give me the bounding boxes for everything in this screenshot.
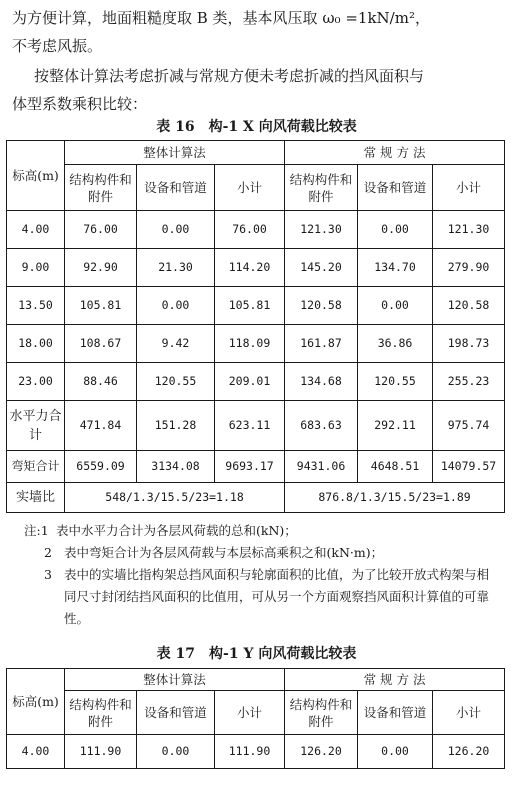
cell: 114.20 [215,249,285,287]
cell: 108.67 [65,325,137,363]
intro-line-3: 按整体计算法考虑折减与常规方便未考虑折减的挡风面积与 [34,67,425,85]
cell: 161.87 [285,325,358,363]
note-text: 表中水平力合计为各层风荷载的总和(kN)； [56,523,297,538]
table17-caption: 表 17 构-1 Y 向风荷载比较表 [156,646,357,662]
table16-subheader: 设备和管道 [358,165,433,211]
cell: 105.81 [65,287,137,325]
intro-line-1: 为方便计算，地面粗糙度取 B 类，基本风压取 ω₀ =1kN/m²， [12,9,430,27]
table16-subheader: 结构构件和附件 [285,165,358,211]
ratio-cell: 548/1.3/15.5/23=1.18 [65,483,285,513]
cell: 0.00 [137,211,215,249]
note-label: 注:1 [24,523,49,538]
table17-subheader: 结构构件和附件 [285,691,358,735]
row-label: 18.00 [7,325,65,363]
table16-subheader: 小计 [433,165,505,211]
table16-caption: 表 16 构-1 X 向风荷载比较表 [156,119,357,135]
cell: 120.58 [285,287,358,325]
table-row [7,325,505,363]
cell: 105.81 [215,287,285,325]
row-label: 实墙比 [7,483,65,513]
table17-header-group2: 常 规 方 法 [285,669,505,691]
cell: 198.73 [433,325,505,363]
table17-subheader: 小计 [215,691,285,735]
table17-subheader: 结构构件和附件 [65,691,137,735]
cell: 0.00 [358,735,433,769]
cell: 0.00 [137,735,215,769]
cell: 120.55 [358,363,433,401]
table16-header-group2: 常 规 方 法 [285,141,505,165]
cell: 120.58 [433,287,505,325]
row-label: 4.00 [7,735,65,769]
cell: 0.00 [358,287,433,325]
cell: 134.68 [285,363,358,401]
cell: 471.84 [65,401,137,451]
cell: 121.30 [433,211,505,249]
table16-subheader: 结构构件和附件 [65,165,137,211]
cell: 209.01 [215,363,285,401]
cell: 0.00 [137,287,215,325]
cell: 118.09 [215,325,285,363]
note-label: 2 [44,545,52,560]
intro-line-2: 不考虑风振。 [12,37,103,55]
cell: 0.00 [358,211,433,249]
table-row [7,483,505,513]
cell: 151.28 [137,401,215,451]
table17-header-height: 标高(m) [7,669,65,735]
table-row [7,249,505,287]
cell: 36.86 [358,325,433,363]
cell: 255.23 [433,363,505,401]
cell: 9431.06 [285,451,358,483]
cell: 3134.08 [137,451,215,483]
cell: 623.11 [215,401,285,451]
cell: 683.63 [285,401,358,451]
table16-header-height: 标高(m) [7,141,65,211]
note-label: 3 [44,567,52,582]
cell: 111.90 [215,735,285,769]
ratio-cell: 876.8/1.3/15.5/23=1.89 [285,483,505,513]
table16-header-group1: 整体计算法 [65,141,285,165]
row-label: 弯矩合计 [7,451,65,483]
cell: 9.42 [137,325,215,363]
cell: 4648.51 [358,451,433,483]
table17 [6,668,505,769]
table17-subheader: 设备和管道 [137,691,215,735]
row-label: 13.50 [7,287,65,325]
cell: 76.00 [215,211,285,249]
row-label: 23.00 [7,363,65,401]
cell: 121.30 [285,211,358,249]
table-row [7,451,505,483]
table16-subheader: 小计 [215,165,285,211]
table17-header-group1: 整体计算法 [65,669,285,691]
row-label: 4.00 [7,211,65,249]
cell: 9693.17 [215,451,285,483]
table-row [7,363,505,401]
cell: 21.30 [137,249,215,287]
table16-subheader: 设备和管道 [137,165,215,211]
cell: 120.55 [137,363,215,401]
cell: 126.20 [285,735,358,769]
cell: 279.90 [433,249,505,287]
note-text: 表中的实墙比指构架总挡风面积与轮廓面积的比值，为了比较开放式构架与相同尺寸封闭结挡风面积的比值用，可从另一个方面观察挡风面积计算值的可靠性。 [64,567,490,626]
table17-subheader: 设备和管道 [358,691,433,735]
table17-subheader: 小计 [433,691,505,735]
row-label: 9.00 [7,249,65,287]
notes [24,520,501,630]
cell: 292.11 [358,401,433,451]
cell: 126.20 [433,735,505,769]
row-label: 水平力合计 [7,401,65,451]
cell: 14079.57 [433,451,505,483]
cell: 975.74 [433,401,505,451]
table-row [7,401,505,451]
cell: 76.00 [65,211,137,249]
intro-line-4: 体型系数乘积比较： [12,95,148,113]
table16 [6,140,505,513]
cell: 134.70 [358,249,433,287]
note-text: 表中弯矩合计为各层风荷载与本层标高乘积之和(kN·m)； [64,545,384,560]
cell: 88.46 [65,363,137,401]
cell: 145.20 [285,249,358,287]
table-row [7,735,505,769]
table-row [7,211,505,249]
cell: 111.90 [65,735,137,769]
table-row [7,287,505,325]
cell: 92.90 [65,249,137,287]
cell: 6559.09 [65,451,137,483]
